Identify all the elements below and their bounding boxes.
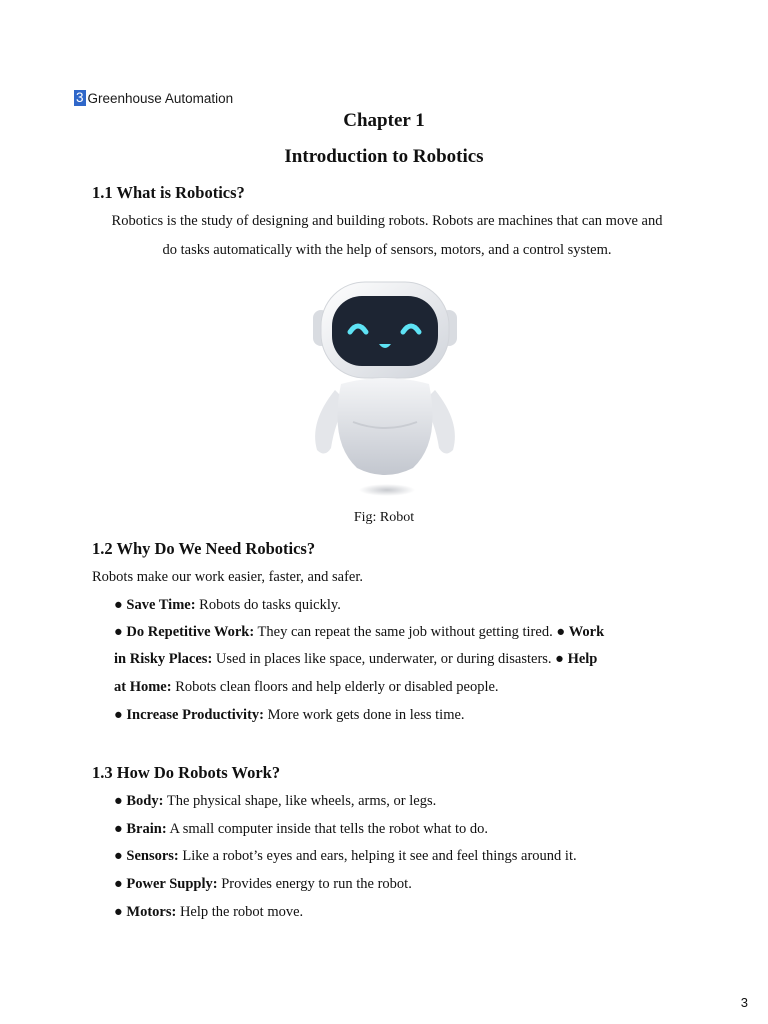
item-text: They can repeat the same job without getting tired. — [254, 624, 557, 640]
item-label: Save Time: — [126, 597, 196, 613]
list-item — [114, 707, 465, 724]
bullet: ● — [555, 651, 564, 667]
bullet: ● — [114, 597, 123, 613]
list-item — [114, 821, 488, 838]
header-title: Greenhouse Automation — [87, 90, 234, 106]
section-heading-1-1: 1.1 What is Robotics? — [92, 183, 245, 202]
item-label: Increase Productivity: — [126, 707, 264, 723]
list-item — [114, 793, 436, 810]
item-label-part: Help — [567, 651, 598, 667]
list-item — [114, 597, 341, 614]
list-item — [114, 904, 303, 921]
item-text: The physical shape, like wheels, arms, or legs. — [163, 793, 437, 809]
item-text: Used in places like space, underwater, or during disasters. — [212, 651, 556, 667]
item-text: More work gets done in less time. — [264, 707, 465, 723]
figure-caption: Fig: Robot — [353, 510, 415, 525]
section-intro: Robots make our work easier, faster, and safer. — [92, 569, 364, 585]
item-text: Robots do tasks quickly. — [195, 597, 341, 613]
bullet: ● — [114, 624, 123, 640]
list-item — [114, 848, 577, 865]
page-number: 3 — [740, 995, 748, 1010]
item-text: Provides energy to run the robot. — [217, 876, 412, 892]
bullet: ● — [114, 821, 123, 837]
item-label-part: Work — [568, 624, 605, 640]
item-text: A small computer inside that tells the robot what to do. — [166, 821, 489, 837]
list-item — [114, 651, 597, 668]
bullet: ● — [114, 904, 123, 920]
chapter-label: Chapter 1 — [343, 110, 425, 131]
item-label: Brain: — [126, 821, 167, 837]
item-label-part: at Home: — [114, 679, 172, 695]
item-label: Power Supply: — [126, 876, 218, 892]
list-item — [114, 679, 499, 696]
section-heading-1-3: 1.3 How Do Robots Work? — [92, 763, 281, 782]
bullet: ● — [114, 793, 123, 809]
paragraph-line-2: do tasks automatically with the help of sensors, motors, and a control system. — [162, 242, 612, 258]
header-number: 3 — [76, 90, 84, 105]
bullet: ● — [114, 848, 123, 864]
item-label-part: in Risky Places: — [114, 651, 213, 667]
chapter-title: Introduction to Robotics — [284, 146, 484, 167]
paragraph-line-1: Robotics is the study of designing and building robots. Robots are machines that can move and — [111, 213, 663, 229]
section-heading-1-2: 1.2 Why Do We Need Robotics? — [92, 539, 316, 558]
bullet: ● — [114, 876, 123, 892]
bullet: ● — [556, 624, 566, 640]
item-label: Do Repetitive Work: — [126, 624, 255, 640]
item-label: Motors: — [126, 904, 177, 920]
bullet: ● — [114, 707, 123, 723]
item-label: Body: — [126, 793, 164, 809]
item-text: Robots clean floors and help elderly or disabled people. — [171, 679, 499, 695]
list-item — [114, 876, 412, 893]
item-label: Sensors: — [126, 848, 179, 864]
list-item — [114, 624, 604, 641]
robot-illustration-icon — [295, 272, 475, 502]
item-text: Help the robot move. — [176, 904, 304, 920]
item-text: Like a robot’s eyes and ears, helping it see and feel things around it. — [178, 848, 577, 864]
running-header — [74, 90, 233, 106]
